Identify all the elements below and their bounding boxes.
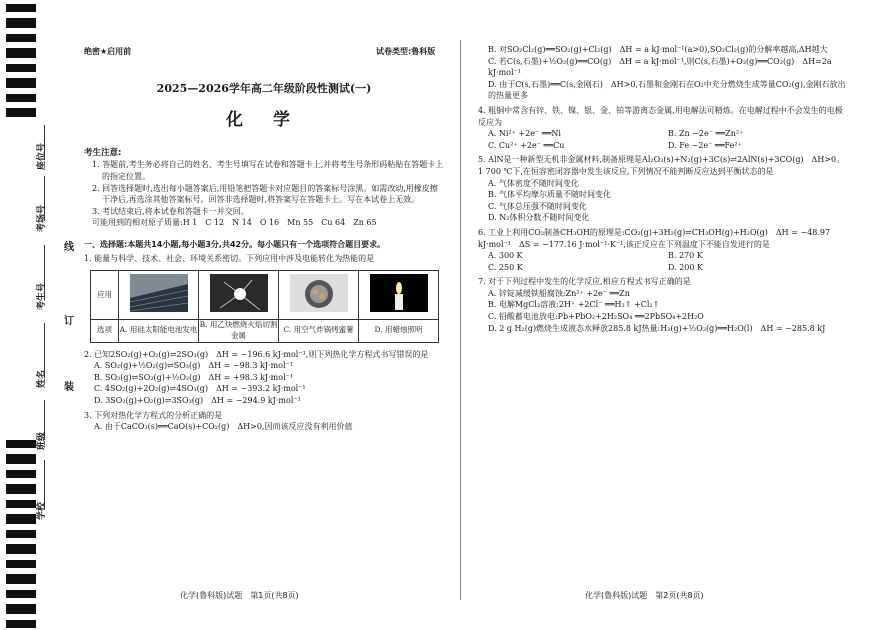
seal-staple-char: 订 xyxy=(64,316,74,327)
note-item: 2. 回答选择题时,选出每小题答案后,用铅笔把答题卡对应题目的答案标号涂黑。如需改动,用橡皮擦干净后,再选涂其他答案标号。回答非选择题时,将答案写在答题卡上。写在本试卷上无效。 xyxy=(92,183,438,205)
q3-option-b: B. 对SO₂Cl₂(g)══SO₂(g)+Cl₂(g) ΔH = a kJ·mol⁻¹(a>0),SO₂Cl₂(g)的分解率越高,ΔH越大 xyxy=(488,45,828,54)
seal-bind-char: 装 xyxy=(64,382,74,393)
option-a: A. 锌锭减缓铁船腐蚀:Zn²⁺ +2e⁻ ══Zn xyxy=(488,288,630,298)
seat-number-line xyxy=(44,125,45,160)
option-d: D. 2 g H₂(g)燃烧生成液态水释放285.8 kJ热量:H₂(g)+½O₂(g)══H₂O(l) ΔH = −285.8 kJ xyxy=(488,323,826,333)
question-7 xyxy=(478,276,848,334)
school-label: 学校 xyxy=(37,501,47,520)
question-stem: 3. 下列对热化学方程式的分析正确的是 xyxy=(84,410,223,420)
notes-heading: 考生注意: xyxy=(84,148,122,158)
option-a: A. 气体密度不随时间变化 xyxy=(488,178,579,188)
row-header: 选项 xyxy=(91,319,119,342)
option-a: A. Ni²⁺ +2e⁻ ══Ni xyxy=(488,129,561,139)
question-6 xyxy=(478,227,848,273)
page-footer-right: 化学(鲁科版)试题 第2页(共8页) xyxy=(585,591,704,600)
option-b: B. 270 K xyxy=(668,251,703,261)
option-d: D. 3SO₂(g)+O₂(g)⇌3SO₃(g) ΔH = −294.9 kJ·mol⁻¹ xyxy=(94,396,301,406)
column-divider xyxy=(460,40,461,600)
exam-title: 2025—2026学年高二年级阶段性测试(一) xyxy=(156,82,372,95)
seal-line-char: 线 xyxy=(64,242,74,253)
air-fryer-image xyxy=(290,274,348,312)
option-d: D. 用蜡烛照明 xyxy=(359,319,439,342)
solar-panel-image xyxy=(130,274,188,312)
q1-table xyxy=(90,270,439,343)
question-stem: 7. 对于下列过程中发生的化学反应,相应方程式书写正确的是 xyxy=(478,277,691,287)
option-c: C. 用空气炸锅烤蜜薯 xyxy=(279,319,359,342)
question-stem: 4. 粗铜中常含有锌、铁、镍、银、金、铂等游离态金属,用电解法可精炼。在电解过程中不会发生的电极反应为 xyxy=(478,105,843,127)
question-stem: 1. 能量与科学、技术、社会、环境关系密切。下列应用中涉及电能转化为热能的是 xyxy=(84,254,375,264)
option-c: C. 4SO₂(g)+2O₂(g)⇌4SO₃(g) ΔH = −393.2 kJ·mol⁻¹ xyxy=(94,384,306,394)
option-b: B. SO₃(g)⇌SO₂(g)+½O₂(g) ΔH = +98.3 kJ·mol⁻¹ xyxy=(94,372,294,382)
subject-title: 化 学 xyxy=(226,110,302,130)
option-d: D. 200 K xyxy=(668,262,704,272)
question-1 xyxy=(84,253,444,342)
option-b: B. 电解MgCl₂溶液:2H⁺ +2Cl⁻ ══H₂↑ +Cl₂↑ xyxy=(488,300,660,310)
class-line xyxy=(44,400,45,440)
question-3 xyxy=(84,410,444,433)
option-c: C. 气体总压强不随时间变化 xyxy=(488,201,587,211)
question-2 xyxy=(84,349,444,407)
school-line xyxy=(44,460,45,510)
option-a: A. 用硅太阳能电池发电 xyxy=(119,319,199,342)
candle-image xyxy=(370,274,428,312)
note-item: 3. 考试结束后,将本试卷和答题卡一并交回。 xyxy=(92,206,249,216)
q3-option-d: D. 由于C(s,石墨)══C(s,金刚石) ΔH>0,石墨和金刚石在O₂中充分燃烧生成等量CO₂(g),金刚石放出的热量更多 xyxy=(488,79,846,101)
question-stem: 5. AlN是一种新型无机非金属材料,制备原理是Al₂O₃(s)+N₂(g)+3C(s)⇌2AlN(s)+3CO(g) ΔH>0。1 700 ℃下,在恒容密闭容器中发生该反应,下列情况不能判断反应达到平衡状态的是 xyxy=(478,155,845,176)
binding-info xyxy=(14,0,64,630)
option-a: A. 由于CaCO₃(s)══CaO(s)+CO₂(g) ΔH>0,因而该反应没有利用价值 xyxy=(94,422,353,432)
seat-number-label: 座位号 xyxy=(37,142,47,170)
row-header: 应用 xyxy=(91,271,119,320)
right-column xyxy=(478,44,848,334)
option-c: C. 250 K xyxy=(488,262,523,272)
candidate-number-line xyxy=(44,245,45,300)
option-b: B. Zn −2e⁻ ══Zn²⁺ xyxy=(668,129,744,139)
name-line xyxy=(44,323,45,378)
exam-room-label: 考场号 xyxy=(37,204,47,232)
left-column xyxy=(84,147,444,433)
secret-label: 绝密★启用前 xyxy=(84,47,132,56)
candidate-number-label: 考生号 xyxy=(37,282,47,310)
class-label: 班级 xyxy=(37,431,47,450)
atomic-masses: 可能用到的相对原子质量:H 1 C 12 N 14 O 16 Mn 55 Cu 64 Zn 65 xyxy=(92,218,377,228)
section-heading: 一、选择题:本题共14小题,每小题3分,共42分。每小题只有一个选项符合题目要求。 xyxy=(84,239,386,249)
option-d: D. N₂体积分数不随时间变化 xyxy=(488,213,590,223)
question-4 xyxy=(478,105,848,151)
q3-option-c: C. 若C(s,石墨)+½O₂(g)══CO(g) ΔH = a kJ·mol⁻¹,则C(s,石墨)+O₂(g)══CO₂(g) ΔH=2a kJ·mol⁻¹ xyxy=(488,56,832,78)
option-b: B. 气体平均摩尔质量不随时间变化 xyxy=(488,190,611,200)
name-label: 姓名 xyxy=(37,369,47,388)
welding-flame-image xyxy=(210,274,268,312)
option-d: D. Fe −2e⁻ ══Fe²⁺ xyxy=(668,140,742,150)
question-stem: 6. 工业上利用CO₂制备CH₃OH的原理是:CO₂(g)+3H₂(g)⇌CH₃OH(g)+H₂O(g) ΔH = −48.97 kJ·mol⁻¹ ΔS = −177.16 J·mol⁻¹·K⁻¹,该正反应在下列温度下不能自发进行的是 xyxy=(478,227,831,249)
paper-type-label: 试卷类型:鲁科版 xyxy=(376,47,436,56)
option-a: A. 300 K xyxy=(488,251,523,261)
option-c: C. Cu²⁺ +2e⁻ ══Cu xyxy=(488,140,565,150)
question-5 xyxy=(478,154,848,224)
option-b: B. 用乙炔燃烧火焰切割金属 xyxy=(199,319,279,342)
exam-room-line xyxy=(44,176,45,221)
page-footer-left: 化学(鲁科版)试题 第1页(共8页) xyxy=(180,591,299,600)
option-a: A. SO₂(g)+½O₂(g)⇌SO₃(g) ΔH = −98.3 kJ·mol⁻¹ xyxy=(94,361,293,371)
option-c: C. 铅酸蓄电池放电:Pb+PbO₂+2H₂SO₄ ══2PbSO₄+2H₂O xyxy=(488,312,704,322)
note-item: 1. 答题前,考生务必将自己的姓名、考生号填写在试卷和答题卡上,并将考生号条形码粘贴在答题卡上的指定位置。 xyxy=(92,160,444,181)
question-stem: 2. 已知2SO₂(g)+O₂(g)⇌2SO₃(g) ΔH = −196.6 kJ·mol⁻¹,则下列热化学方程式书写错误的是 xyxy=(84,349,429,359)
